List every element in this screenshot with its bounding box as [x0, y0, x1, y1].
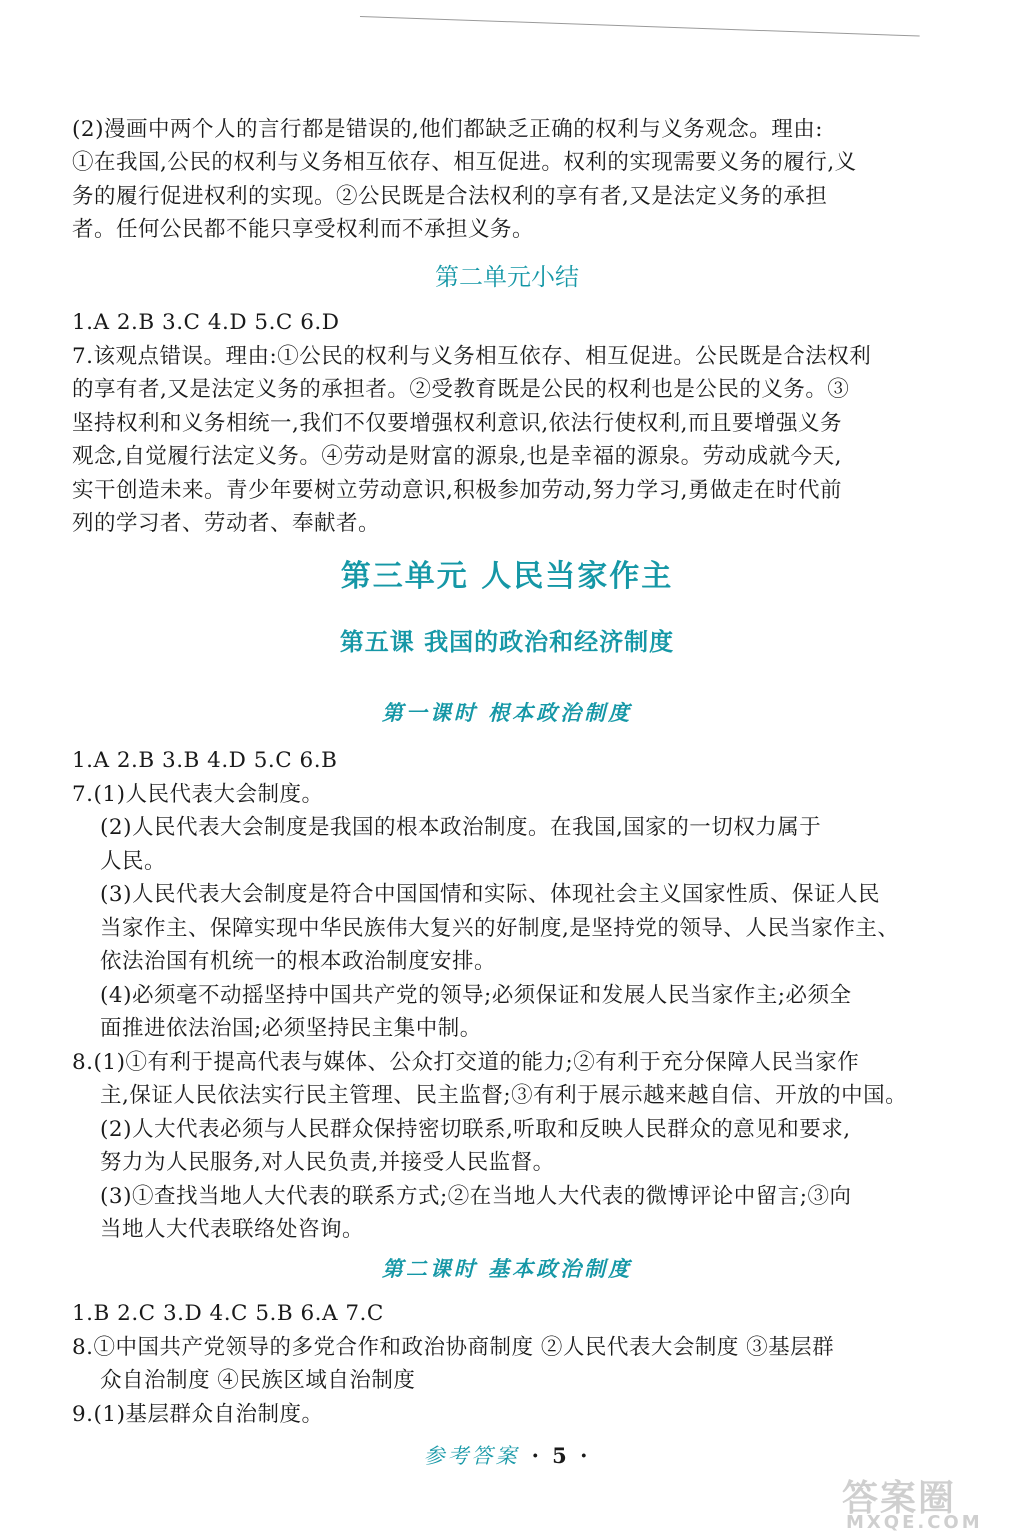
footer-label: 参考答案: [423, 1444, 520, 1468]
period1-q7-line-2: (2)人民代表大会制度是我国的根本政治制度。在我国,国家的一切权力属于: [100, 815, 822, 840]
intro-line-1: (2)漫画中两个人的言行都是错误的,他们都缺乏正确的权利与义务观念。理由:: [72, 117, 824, 142]
unit2-q7-line-4: 观念,自觉履行法定义务。④劳动是财富的源泉,也是幸福的源泉。劳动成就今天,: [72, 444, 843, 469]
unit2-summary-title: 第二单元小结: [435, 263, 579, 291]
unit2-q7-line-5: 实干创造未来。青少年要树立劳动意识,积极参加劳动,努力学习,勇做走在时代前: [72, 478, 843, 503]
period1-q8-line-6: 当地人大代表联络处咨询。: [100, 1217, 365, 1242]
header-rule: [360, 16, 920, 37]
period1-q8-line-4: 努力为人民服务,对人民负责,并接受人民监督。: [100, 1150, 555, 1175]
period1-q7-line-1: 7.(1)人民代表大会制度。: [72, 782, 324, 807]
page-number: · 5 ·: [531, 1443, 591, 1468]
period1-q8-line-2: 主,保证人民依法实行民主管理、民主监督;③有利于展示越来越自信、开放的中国。: [100, 1083, 908, 1108]
unit2-q7-line-1: 7.该观点错误。理由:①公民的权利与义务相互依存、相互促进。公民既是合法权利: [72, 344, 872, 369]
unit2-q7-line-6: 列的学习者、劳动者、奉献者。: [72, 511, 381, 536]
unit2-choices: 1.A 2.B 3.C 4.D 5.C 6.D: [72, 310, 340, 335]
period1-q8-line-3: (2)人大代表必须与人民群众保持密切联系,听取和反映人民群众的意见和要求,: [100, 1117, 851, 1142]
watermark-logo: [842, 1470, 1012, 1536]
page-footer: [0, 1440, 1014, 1470]
period1-q7-line-7: (4)必须毫不动摇坚持中国共产党的领导;必须保证和发展人民当家作主;必须全: [100, 983, 852, 1008]
period2-q9-line-1: 9.(1)基层群众自治制度。: [72, 1402, 324, 1427]
period2-choices: 1.B 2.C 3.D 4.C 5.B 6.A 7.C: [72, 1301, 384, 1326]
period2-q8-line-1: 8.①中国共产党领导的多党合作和政治协商制度 ②人民代表大会制度 ③基层群: [72, 1335, 835, 1360]
lesson5-title: 第五课 我国的政治和经济制度: [339, 628, 675, 656]
intro-line-3: 务的履行促进权利的实现。②公民既是合法权利的享有者,又是法定义务的承担: [72, 184, 828, 209]
period2-q8-line-2: 众自治制度 ④民族区域自治制度: [100, 1368, 416, 1393]
period2-title: 第二课时 基本政治制度: [381, 1257, 633, 1281]
period1-q7-line-6: 依法治国有机统一的根本政治制度安排。: [100, 949, 497, 974]
intro-line-4: 者。任何公民都不能只享受权利而不承担义务。: [72, 217, 535, 242]
unit2-q7-line-3: 坚持权利和义务相统一,我们不仅要增强权利意识,依法行使权利,而且要增强义务: [72, 411, 843, 436]
period1-q7-line-4: (3)人民代表大会制度是符合中国国情和实际、体现社会主义国家性质、保证人民: [100, 882, 880, 907]
period1-choices: 1.A 2.B 3.B 4.D 5.C 6.B: [72, 748, 338, 773]
period1-q8-line-5: (3)①查找当地人大代表的联系方式;②在当地人大代表的微博评论中留言;③向: [100, 1184, 852, 1209]
period1-title: 第一课时 根本政治制度: [381, 701, 633, 725]
period1-q7-line-8: 面推进依法治国;必须坚持民主集中制。: [100, 1016, 482, 1041]
watermark-domain: MXQE.COM: [846, 1512, 983, 1533]
intro-line-2: ①在我国,公民的权利与义务相互依存、相互促进。权利的实现需要义务的履行,义: [72, 150, 857, 175]
unit2-q7-line-2: 的享有者,又是法定义务的承担者。②受教育既是公民的权利也是公民的义务。③: [72, 377, 850, 402]
watermark-main: 答案圈: [842, 1478, 957, 1519]
period1-q7-line-5: 当家作主、保障实现中华民族伟大复兴的好制度,是坚持党的领导、人民当家作主、: [100, 916, 900, 941]
unit3-title: 第三单元 人民当家作主: [340, 559, 674, 594]
period1-q8-line-1: 8.(1)①有利于提高代表与媒体、公众打交道的能力;②有利于充分保障人民当家作: [72, 1050, 860, 1075]
period1-q7-line-3: 人民。: [100, 849, 167, 874]
